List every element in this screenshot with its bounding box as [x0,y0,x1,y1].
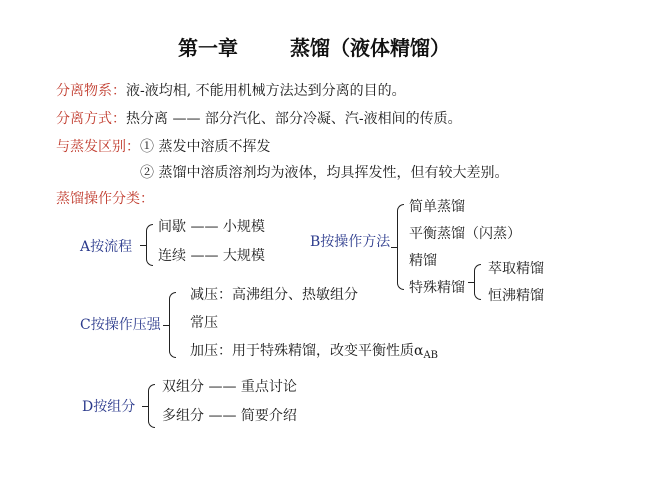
group-a-item: 连续 —— 大规模 [158,248,265,264]
group-a-brace [146,224,153,266]
diff-line [56,140,270,154]
group-d-item: 双组分 —— 重点讨论 [162,379,297,395]
ops-label: 蒸馏操作分类： [56,191,154,207]
topic-title: 蒸馏（液体精馏） [290,36,450,60]
group-d-item: 多组分 —— 简要介绍 [162,408,297,424]
group-b-label: B按操作方法 [310,234,391,250]
group-b-item: 精馏 [409,253,437,269]
group-d-label: D按组分 [82,399,136,415]
group-b-item: 简单蒸馏 [409,199,465,215]
group-c-brace [169,292,176,358]
alpha-subscript: AB [423,350,439,361]
special-item: 恒沸精馏 [488,288,544,304]
sep-method-line [56,112,462,126]
group-c-label: C按操作压强 [80,317,161,333]
group-a-item: 间歇 —— 小规模 [158,219,265,235]
sep-system-line [56,84,406,98]
group-c-item: 减压：高沸组分、热敏组分 [190,287,358,303]
sep-system-label: 分离物系： [56,83,126,99]
group-b-item: 特殊精馏 [409,280,465,296]
sep-method-text: 热分离 —— 部分汽化、部分冷凝、汽-液相间的传质。 [126,111,462,127]
group-b-item: 平衡蒸馏（闪蒸） [409,226,521,242]
group-c-item [190,343,439,361]
special-item: 萃取精馏 [488,261,544,277]
chapter-title: 第一章 [178,36,238,60]
group-b-brace [397,204,404,290]
sep-method-label: 分离方式： [56,111,126,127]
sep-system-text: 液-液均相, 不能用机械方法达到分离的目的。 [126,83,406,99]
group-d-brace [148,384,155,428]
diff-item-2: ② 蒸馏中溶质溶剂均为液体，均具挥发性，但有较大差别。 [140,165,509,181]
pressurized-text: 加压：用于特殊精馏，改变平衡性质α [190,343,424,359]
group-a-label: A按流程 [80,239,133,255]
group-c-item: 常压 [190,315,218,331]
diff-label: 与蒸发区别： [56,139,140,155]
diff-item-1: ① 蒸发中溶质不挥发 [140,139,271,155]
special-distillation-brace [474,264,481,300]
